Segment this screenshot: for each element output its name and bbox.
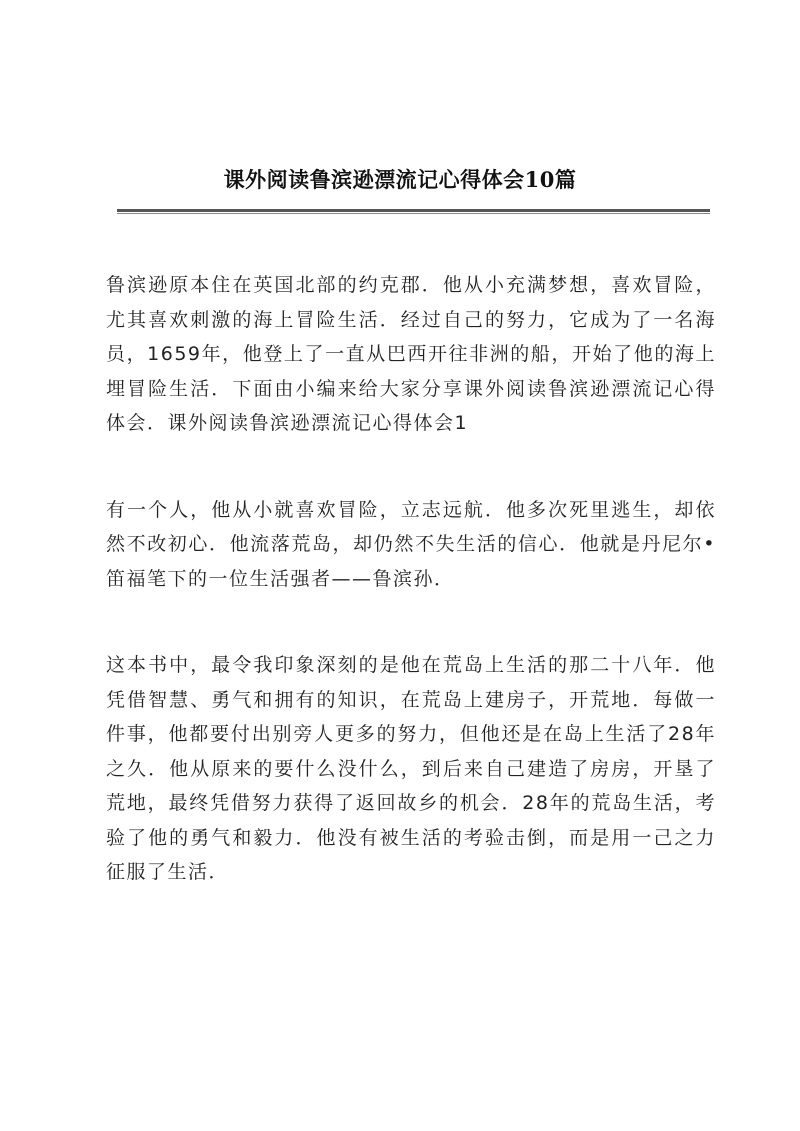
title-divider xyxy=(117,209,710,212)
document-body xyxy=(106,268,716,942)
document-title: 课外阅读鲁滨逊漂流记心得体会10篇 xyxy=(223,167,577,192)
paragraph-3: 这本书中，最令我印象深刻的是他在荒岛上生活的那二十八年．他凭借智慧、勇气和拥有的知识，在荒岛上建房子，开荒地．每做一件事，他都要付出别旁人更多的努力，但他还是在岛上生活了28年之久．他从原来的要什么没什么，到后来自己建造了房房，开垦了荒地，最终凭借努力获得了返回故乡的机会．28年的荒岛生活，考验了他的勇气和毅力．他没有被生活的考验击倒，而是用一己之力征服了生活． xyxy=(106,654,716,883)
title-divider-thin xyxy=(117,213,710,214)
paragraph-1: 鲁滨逊原本住在英国北部的约克郡．他从小充满梦想，喜欢冒险，尤其喜欢刺激的海上冒险生活．经过自己的努力，它成为了一名海员，1659年，他登上了一直从巴西开往非洲的船，开始了他的海上埋冒险生活．下面由小编来给大家分享课外阅读鲁滨逊漂流记心得体会．课外阅读鲁滨逊漂流记心得体会1 xyxy=(106,274,716,434)
paragraph-2: 有一个人，他从小就喜欢冒险，立志远航．他多次死里逃生，却依然不改初心．他流落荒岛，却仍然不失生活的信心．他就是丹尼尔•笛福笔下的一位生活强者——鲁滨孙． xyxy=(106,498,716,590)
